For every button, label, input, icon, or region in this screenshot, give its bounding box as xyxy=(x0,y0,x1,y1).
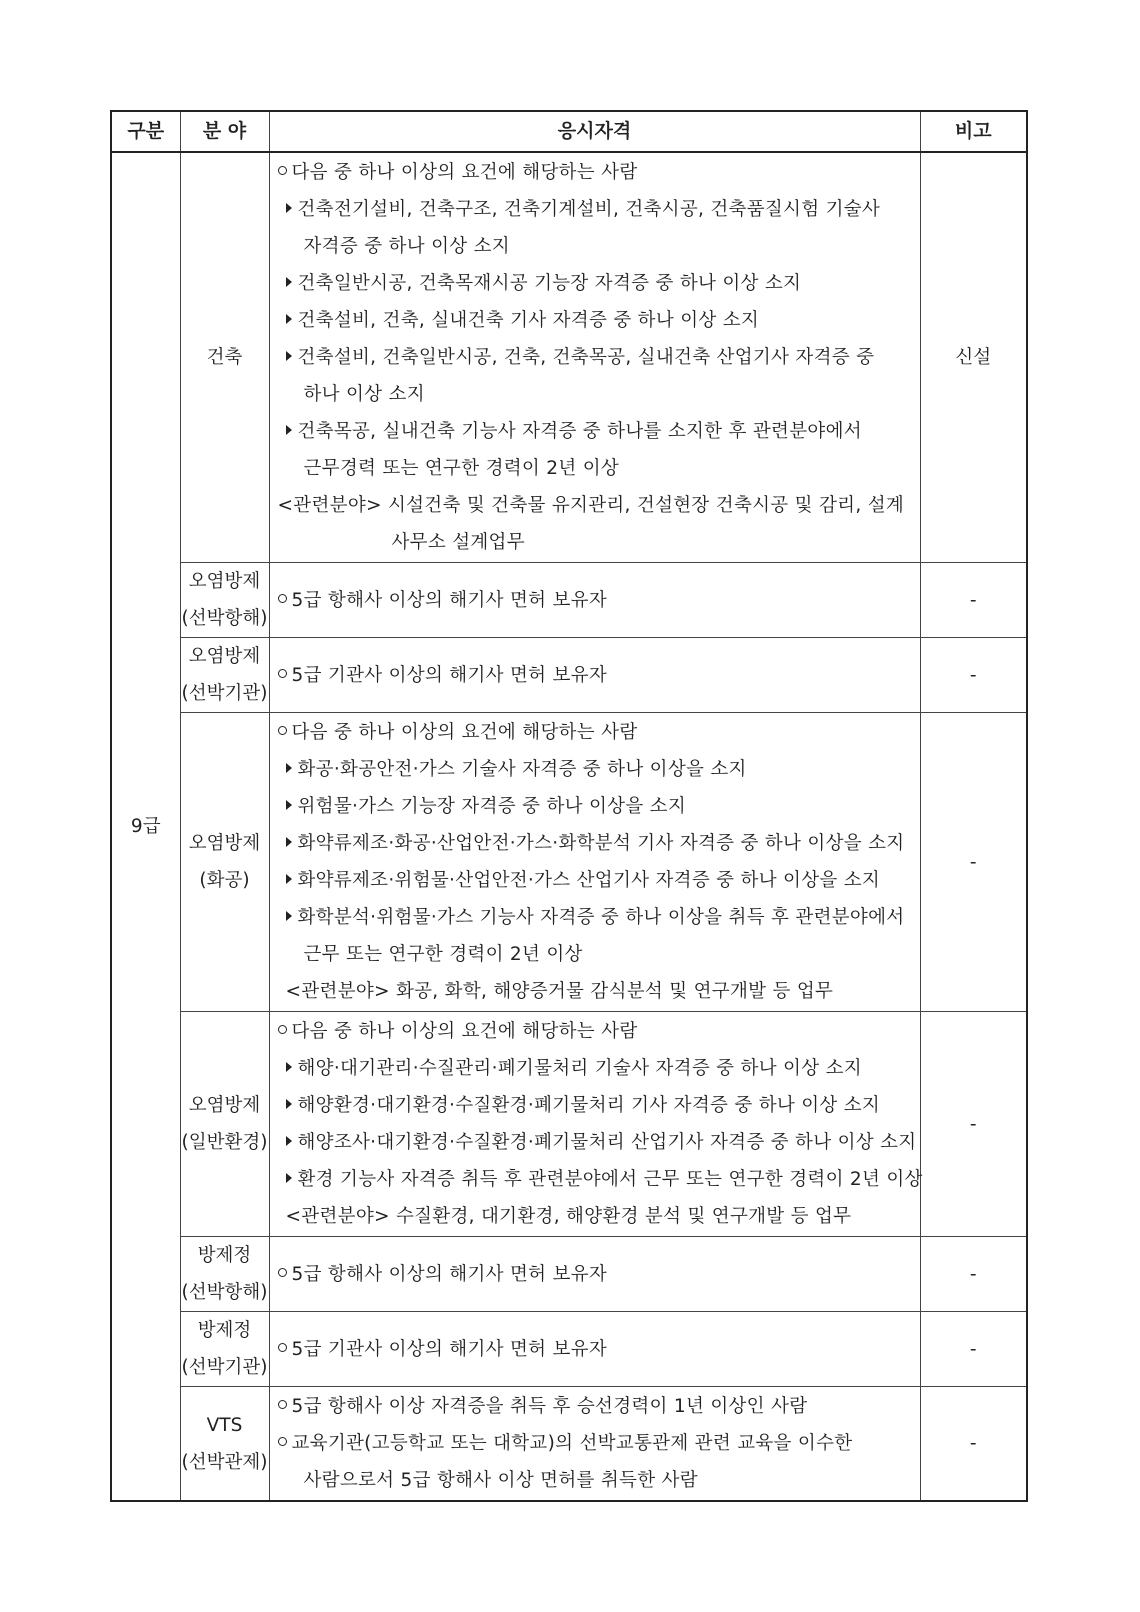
triangle-bullet-icon xyxy=(286,1173,292,1183)
field-sublabel: (선박기관) xyxy=(181,1357,268,1378)
list-item xyxy=(278,1425,914,1462)
note-cell: - xyxy=(920,1312,1027,1387)
list-item xyxy=(278,825,914,862)
table-row xyxy=(111,1012,1027,1237)
qualification-table xyxy=(110,110,1028,1502)
circle-bullet-icon xyxy=(278,669,287,678)
field-sublabel: (선박항해) xyxy=(181,608,268,629)
qualification-cell xyxy=(269,152,920,563)
field-cell xyxy=(180,638,269,713)
qualification-cell xyxy=(269,638,920,713)
line-text: 5급 기관사 이상의 해기사 면허 보유자 xyxy=(291,664,608,686)
line-text: 다음 중 하나 이상의 요건에 해당하는 사람 xyxy=(291,162,638,183)
table-row xyxy=(111,1387,1027,1502)
triangle-bullet-icon xyxy=(286,203,292,213)
table-row xyxy=(111,1312,1027,1387)
list-item xyxy=(278,788,914,825)
list-item xyxy=(278,1050,914,1087)
field-cell xyxy=(180,713,269,1012)
field-sublabel: (선박기관) xyxy=(181,683,268,704)
field-cell xyxy=(180,1387,269,1502)
list-item-continuation: 근무 또는 연구한 경력이 2년 이상 xyxy=(303,944,583,965)
field-label: 오염방제 xyxy=(188,1095,261,1116)
table-row xyxy=(111,152,1027,563)
list-item xyxy=(278,1124,917,1161)
line-text: 5급 항해사 이상의 해기사 면허 보유자 xyxy=(291,1263,608,1285)
field-label: 건축 xyxy=(206,347,243,368)
related-field-line: <관련분야> 시설건축 및 건축물 유지관리, 건설현장 건축시공 및 감리, 설계 xyxy=(277,495,905,516)
line-text: 교육기관(고등학교 또는 대학교)의 선박교통관제 관련 교육을 이수한 xyxy=(291,1433,853,1454)
line-text: 5급 항해사 이상 자격증을 취득 후 승선경력이 1년 이상인 사람 xyxy=(291,1396,808,1417)
field-cell xyxy=(180,1012,269,1237)
list-item xyxy=(278,1331,914,1368)
line-text: 다음 중 하나 이상의 요건에 해당하는 사람 xyxy=(291,722,638,743)
list-item-continuation: 하나 이상 소지 xyxy=(303,384,425,405)
list-item xyxy=(278,862,914,899)
note-cell: 신설 xyxy=(920,152,1027,563)
triangle-bullet-icon xyxy=(286,763,292,773)
circle-bullet-icon xyxy=(278,726,287,735)
qualification-cell xyxy=(269,563,920,638)
list-item xyxy=(278,1013,914,1050)
field-label: 오염방제 xyxy=(188,833,261,854)
note-cell: - xyxy=(920,563,1027,638)
list-item xyxy=(278,339,914,376)
list-item xyxy=(278,413,914,450)
field-sublabel: (선박항해) xyxy=(181,1282,268,1303)
line-text: 건축일반시공, 건축목재시공 기능장 자격증 중 하나 이상 소지 xyxy=(297,273,802,294)
header-note: 비고 xyxy=(920,111,1027,152)
field-cell xyxy=(180,152,269,563)
triangle-bullet-icon xyxy=(286,277,292,287)
field-label: 오염방제 xyxy=(188,571,261,592)
line-text: 해양환경·대기환경·수질환경·폐기물처리 기사 자격증 중 하나 이상 소지 xyxy=(297,1095,881,1116)
triangle-bullet-icon xyxy=(286,911,292,921)
line-text: 건축설비, 건축, 실내건축 기사 자격증 중 하나 이상 소지 xyxy=(297,310,760,331)
line-text: 위험물·가스 기능장 자격증 중 하나 이상을 소지 xyxy=(297,796,687,817)
list-item xyxy=(278,302,914,339)
line-text: 화공·화공안전·가스 기술사 자격증 중 하나 이상을 소지 xyxy=(297,759,747,780)
field-sublabel: (선박관제) xyxy=(181,1451,268,1473)
list-item-continuation: 근무경력 또는 연구한 경력이 2년 이상 xyxy=(303,458,620,479)
triangle-bullet-icon xyxy=(286,351,292,361)
related-field-line: <관련분야> 화공, 화학, 해양증거물 감식분석 및 연구개발 등 업무 xyxy=(285,981,834,1002)
table-row xyxy=(111,638,1027,713)
line-text: 화학분석·위험물·가스 기능사 자격증 중 하나 이상을 취득 후 관련분야에서 xyxy=(297,907,905,928)
line-text: 해양조사·대기환경·수질환경·폐기물처리 산업기사 자격증 중 하나 이상 소지 xyxy=(297,1132,917,1153)
circle-bullet-icon xyxy=(278,1437,287,1446)
circle-bullet-icon xyxy=(278,1025,287,1034)
field-label: 방제정 xyxy=(197,1245,252,1266)
field-label: VTS xyxy=(206,1414,243,1436)
circle-bullet-icon xyxy=(278,1400,287,1409)
field-sublabel: (일반환경) xyxy=(181,1132,268,1153)
circle-bullet-icon xyxy=(278,1268,287,1277)
list-item xyxy=(278,1087,914,1124)
list-item xyxy=(278,899,914,936)
circle-bullet-icon xyxy=(278,594,287,603)
circle-bullet-icon xyxy=(278,1343,287,1352)
list-item-continuation: 자격증 중 하나 이상 소지 xyxy=(303,236,510,257)
line-text: 다음 중 하나 이상의 요건에 해당하는 사람 xyxy=(291,1021,638,1042)
triangle-bullet-icon xyxy=(286,425,292,435)
table-row xyxy=(111,563,1027,638)
line-text: 5급 항해사 이상의 해기사 면허 보유자 xyxy=(291,589,608,611)
list-item xyxy=(278,1256,914,1293)
list-item xyxy=(278,714,914,751)
triangle-bullet-icon xyxy=(286,874,292,884)
list-item xyxy=(278,191,914,228)
note-cell: - xyxy=(920,1237,1027,1312)
note-cell: - xyxy=(920,713,1027,1012)
related-field-line: <관련분야> 수질환경, 대기환경, 해양환경 분석 및 연구개발 등 업무 xyxy=(285,1206,852,1227)
qualification-cell xyxy=(269,1312,920,1387)
triangle-bullet-icon xyxy=(286,800,292,810)
qualification-cell xyxy=(269,1387,920,1502)
table-row xyxy=(111,713,1027,1012)
header-category: 구분 xyxy=(111,111,180,152)
field-cell xyxy=(180,563,269,638)
list-item xyxy=(278,657,914,694)
line-text: 5급 기관사 이상의 해기사 면허 보유자 xyxy=(291,1338,608,1360)
triangle-bullet-icon xyxy=(286,1099,292,1109)
field-sublabel: (화공) xyxy=(199,870,250,891)
line-text: 환경 기능사 자격증 취득 후 관련분야에서 근무 또는 연구한 경력이 2년 이상 xyxy=(297,1169,923,1190)
circle-bullet-icon xyxy=(278,166,287,175)
field-cell xyxy=(180,1312,269,1387)
header-field: 분 야 xyxy=(180,111,269,152)
qualification-cell xyxy=(269,1237,920,1312)
header-qualification: 응시자격 xyxy=(269,111,920,152)
header-row xyxy=(111,111,1027,152)
list-item xyxy=(278,751,914,788)
list-item-continuation: 사람으로서 5급 항해사 이상 면허를 취득한 사람 xyxy=(303,1470,698,1491)
list-item xyxy=(278,1388,914,1425)
triangle-bullet-icon xyxy=(286,1062,292,1072)
line-text: 화약류제조·위험물·산업안전·가스 산업기사 자격증 중 하나 이상을 소지 xyxy=(297,870,881,891)
note-cell: - xyxy=(920,1012,1027,1237)
line-text: 건축전기설비, 건축구조, 건축기계설비, 건축시공, 건축품질시험 기술사 xyxy=(297,199,881,220)
table-row xyxy=(111,1237,1027,1312)
field-label: 방제정 xyxy=(197,1320,252,1341)
note-cell: - xyxy=(920,638,1027,713)
field-cell xyxy=(180,1237,269,1312)
line-text: 건축목공, 실내건축 기능사 자격증 중 하나를 소지한 후 관련분야에서 xyxy=(297,421,862,442)
field-label: 오염방제 xyxy=(188,646,261,667)
qualification-cell xyxy=(269,1012,923,1237)
related-field-continuation: 사무소 설계업무 xyxy=(391,532,525,553)
line-text: 화약류제조·화공·산업안전·가스·화학분석 기사 자격증 중 하나 이상을 소지 xyxy=(297,833,905,854)
line-text: 해양·대기관리·수질관리·폐기물처리 기술사 자격증 중 하나 이상 소지 xyxy=(297,1058,862,1079)
triangle-bullet-icon xyxy=(286,837,292,847)
grade-cell: 9급 xyxy=(111,152,180,1501)
note-cell: - xyxy=(920,1387,1027,1502)
triangle-bullet-icon xyxy=(286,1136,292,1146)
list-item xyxy=(278,582,914,619)
triangle-bullet-icon xyxy=(286,314,292,324)
list-item xyxy=(278,154,914,191)
line-text: 건축설비, 건축일반시공, 건축, 건축목공, 실내건축 산업기사 자격증 중 xyxy=(297,347,875,368)
list-item xyxy=(278,265,914,302)
list-item xyxy=(278,1161,923,1198)
qualification-cell xyxy=(269,713,920,1012)
